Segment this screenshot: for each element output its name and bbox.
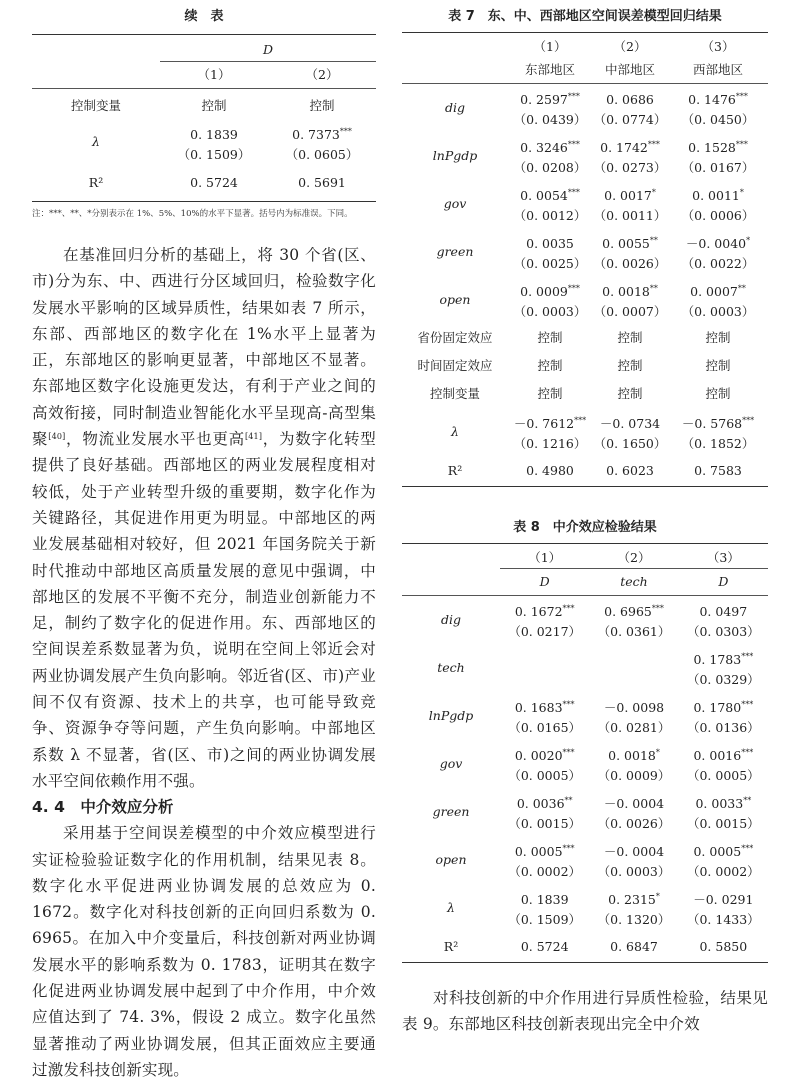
- table-cell: 0. 1783***: [693, 652, 754, 667]
- table-cell-se: （0. 0208）: [513, 160, 587, 175]
- row-label: green: [436, 244, 474, 259]
- table-cell: 控制: [617, 358, 643, 373]
- table-cell-se: （0. 0439）: [513, 112, 587, 127]
- col-header: （1）: [197, 67, 231, 82]
- col-header: （2）: [613, 39, 647, 54]
- row-label: open: [435, 852, 467, 867]
- right-column: [402, 0, 768, 1038]
- table-continued: [32, 34, 376, 202]
- table-cell: －0. 7612***: [513, 416, 587, 431]
- table-cell-se: （0. 0005）: [508, 768, 582, 783]
- table-cell: 0. 3246***: [520, 140, 580, 155]
- table-cell: －0. 0004: [603, 844, 665, 859]
- table-cell-se: （0. 0007）: [593, 304, 667, 319]
- row-label: λ: [447, 900, 455, 915]
- col-header: tech: [620, 574, 648, 589]
- table-cell: [589, 644, 678, 670]
- table-cell: 0. 5850: [699, 939, 748, 954]
- table-cell: 0. 0016***: [693, 748, 754, 763]
- col-header: D: [539, 574, 550, 589]
- row-label: green: [432, 804, 470, 819]
- table-cell-se: （0. 0006）: [681, 208, 755, 223]
- table-cell-se: （0. 1509）: [508, 912, 582, 927]
- table-cell: 控制: [617, 386, 643, 401]
- table-cell-se: （0. 0003）: [513, 304, 587, 319]
- table-cell: 控制: [537, 386, 563, 401]
- table-cell-se: （0. 0015）: [508, 816, 582, 831]
- table-cell-se: （0. 0605）: [285, 147, 359, 162]
- table-cell-se: （0. 0022）: [681, 256, 755, 271]
- table-cell: 0. 0009***: [520, 284, 580, 299]
- row-label: R²: [88, 175, 104, 190]
- row-label: R²: [443, 939, 459, 954]
- table-cell: 控制: [309, 98, 335, 113]
- table-cell: 控制: [537, 330, 563, 345]
- row-label: lnPgdp: [432, 148, 478, 163]
- table-cell: 0. 1839: [520, 892, 569, 907]
- col-header: 中部地区: [604, 62, 655, 77]
- table-cell: 0. 1476***: [688, 92, 748, 107]
- body-text-left-2: 采用基于空间误差模型的中介效应模型进行实证检验验证数字化的作用机制，结果见表 8。数字化水平促进两业协调发展的总效应为 0. 1672。数字化对科技创新的正向回归系数为 0. 6965。在加入中介变量后，科技创新对两业协调发展水平的影响系数为 0. 1783，证明其在数字化促进两业协调发展中起到了中介作用，中介效应值达到了 74. 3%，假设 2 成立。数字化虽然显著推动了两业协调发展，但其正面效应主要通过激发科技创新实现。: [32, 824, 376, 1079]
- table-cell: 0. 0497: [699, 604, 748, 619]
- table-cell: 0. 6023: [606, 463, 654, 478]
- table-cell: 0. 0033**: [695, 796, 752, 811]
- table-cell-se: （0. 0002）: [508, 864, 582, 879]
- section-heading: 4. 4 中介效应分析: [32, 798, 174, 817]
- table-cell-se: （0. 0303）: [686, 624, 760, 639]
- table-cell-se: （0. 1650）: [593, 436, 667, 451]
- table-cell-se: （0. 0217）: [508, 624, 582, 639]
- table-cell: 0. 1683***: [514, 700, 575, 715]
- table-cell-se: （0. 0281）: [597, 720, 671, 735]
- table-cell: 0. 0036**: [516, 796, 573, 811]
- table-cell: 0. 0005***: [514, 844, 575, 859]
- table-cell-se: （0. 0165）: [508, 720, 582, 735]
- row-label: lnPgdp: [428, 708, 474, 723]
- table-8: [402, 543, 768, 963]
- table-cell-se: （0. 0005）: [686, 768, 760, 783]
- body-text-right: 对科技创新的中介作用进行异质性检验，结果见表 9。东部地区科技创新表现出完全中介效: [402, 989, 768, 1034]
- table-cell-se: （0. 0273）: [593, 160, 667, 175]
- table-cell: 0. 0686: [606, 92, 654, 107]
- table-cell-se: （0. 0167）: [681, 160, 755, 175]
- table-cell-se: （0. 0009）: [597, 768, 671, 783]
- table-cell: 0. 0054***: [520, 188, 580, 203]
- table-cell-se: （0. 0002）: [686, 864, 760, 879]
- table-cell-se: （0. 0025）: [513, 256, 587, 271]
- table-cell: 控制: [705, 330, 731, 345]
- table-cell: －0. 0734: [599, 416, 661, 431]
- table-cell: 0. 0018**: [602, 284, 658, 299]
- row-label: gov: [443, 196, 467, 211]
- row-label: dig: [444, 100, 465, 115]
- col-header: （2）: [589, 544, 678, 569]
- table-cell: [500, 644, 589, 670]
- table-cell: 0. 1780***: [693, 700, 754, 715]
- body-text-left: 在基准回归分析的基础上，将 30 个省(区、市)分为东、中、西进行分区域回归，检验数字化发展水平影响的区域异质性，结果如表 7 所示，东部、西部地区的数字化在 1%水平上显著为正，东部地区的影响更显著，中部地区不显著。东部地区数字化设施更发达，有利于产业之间的高效衔接，同时制造业智能化水平呈现高-高型集聚[40]，物流业发展水平也更高[41]，为数字化转型提供了良好基础。西部地区的两业发展程度相对较低，处于产业转型升级的重要期，数字化作为关键路径，其促进作用更为明显。中部地区的两业发展基础相对较好，但 2021 年国务院关于新时代推动中部地区高质量发展的意见中强调，中部地区的发展不平衡不充分，制造业创新能力不足，制约了数字化的促进作用。东、西部地区的空间误差系数显著为负，说明在空间上邻近会对两业协调发展产生负向影响。邻近省(区、市)产业间不仅有资源、技术上的共享，也可能导致竞争、资源争夺等问题，产生负向影响。中部地区系数 λ 不显著，省(区、市)之间的两业协调发展水平空间依赖作用不强。: [32, 246, 376, 790]
- table-cell: －0. 5768***: [681, 416, 755, 431]
- row-label: 控制变量: [70, 98, 121, 113]
- table-cell: －0. 0040*: [685, 236, 751, 251]
- table8-caption: 表 8 中介效应检验结果: [513, 520, 657, 535]
- table-cell-se: （0. 0774）: [593, 112, 667, 127]
- row-label: λ: [92, 134, 100, 149]
- table-cell-se: （0. 0026）: [593, 256, 667, 271]
- table-cell: 控制: [705, 386, 731, 401]
- row-label: R²: [447, 463, 463, 478]
- table7-caption: 表 7 东、中、西部地区空间误差模型回归结果: [448, 9, 722, 24]
- table-cell: 控制: [201, 98, 227, 113]
- col-header: （2）: [305, 67, 339, 82]
- table-cell: 控制: [705, 358, 731, 373]
- left-column: [32, 0, 376, 1083]
- table-7: [402, 32, 768, 487]
- table-cell: 0. 0005***: [693, 844, 754, 859]
- table-cell-se: （0. 0012）: [513, 208, 587, 223]
- table-cell: 0. 2597***: [520, 92, 580, 107]
- table-cell: 控制: [537, 358, 563, 373]
- table-cell-se: （0. 0450）: [681, 112, 755, 127]
- table-cell-se: （0. 0015）: [686, 816, 760, 831]
- table-cell-se: （0. 0003）: [681, 304, 755, 319]
- table-cell: 0. 7583: [694, 463, 742, 478]
- table-cell: －0. 0004: [603, 796, 665, 811]
- row-label: tech: [437, 660, 465, 675]
- table-cell-se: （0. 0329）: [686, 672, 760, 687]
- row-label: dig: [441, 612, 462, 627]
- table-cell: 0. 0017*: [604, 188, 656, 203]
- table-cell: －0. 0291: [693, 892, 754, 907]
- table-cell-se: （0. 1320）: [597, 912, 671, 927]
- dep-var-header: D: [160, 35, 376, 62]
- table-cell: 0. 0020***: [514, 748, 575, 763]
- col-header: （1）: [500, 544, 589, 569]
- table-cont-caption: 续 表: [184, 9, 224, 24]
- row-label: 控制变量: [429, 386, 480, 401]
- table-cell-se: [500, 670, 589, 692]
- table-cell: 0. 6847: [610, 939, 658, 954]
- col-header: D: [718, 574, 729, 589]
- table-cell: －0. 0098: [603, 700, 665, 715]
- table-cell-se: （0. 0136）: [686, 720, 760, 735]
- row-label: λ: [451, 424, 459, 439]
- table-cell: 0. 0007**: [690, 284, 746, 299]
- table-cell: 0. 7373***: [292, 127, 352, 142]
- row-label: 时间固定效应: [417, 358, 493, 373]
- table-cell: 0. 5691: [298, 175, 346, 190]
- table-cell-se: [589, 670, 678, 692]
- col-header: （3）: [701, 39, 735, 54]
- table-cell: 0. 1528***: [688, 140, 748, 155]
- table-cell: 0. 0011*: [692, 188, 744, 203]
- table-cell: 0. 1742***: [600, 140, 660, 155]
- col-header: （1）: [533, 39, 567, 54]
- row-label: open: [439, 292, 471, 307]
- table-cell: 0. 4980: [526, 463, 574, 478]
- table-cell-se: （0. 0011）: [593, 208, 667, 223]
- table-cell: 0. 1839: [190, 127, 238, 142]
- col-header: 东部地区: [524, 62, 575, 77]
- col-header: （3）: [679, 544, 768, 569]
- col-header: 西部地区: [692, 62, 743, 77]
- table-cell-se: （0. 0003）: [597, 864, 671, 879]
- row-label: 省份固定效应: [417, 330, 493, 345]
- table-cell: 0. 2315*: [608, 892, 660, 907]
- table-cell: 0. 6965***: [604, 604, 664, 619]
- table-cell-se: （0. 1509）: [177, 147, 251, 162]
- table-cell-se: （0. 0026）: [597, 816, 671, 831]
- table-cell: 控制: [617, 330, 643, 345]
- table-note: 注：***、**、*分别表示在 1%、5%、10%的水平下显著。括号内为标准误。下同。: [32, 209, 353, 219]
- table-cell-se: （0. 1852）: [681, 436, 755, 451]
- row-label: gov: [439, 756, 463, 771]
- table-cell: 0. 5724: [520, 939, 569, 954]
- table-cell: 0. 5724: [190, 175, 238, 190]
- table-cell: 0. 0035: [526, 236, 574, 251]
- table-cell-se: （0. 1216）: [513, 436, 587, 451]
- table-cell: 0. 1672***: [514, 604, 575, 619]
- table-cell: 0. 0018*: [608, 748, 660, 763]
- table-cell: 0. 0055**: [602, 236, 658, 251]
- table-cell-se: （0. 1433）: [686, 912, 760, 927]
- table-cell-se: （0. 0361）: [597, 624, 671, 639]
